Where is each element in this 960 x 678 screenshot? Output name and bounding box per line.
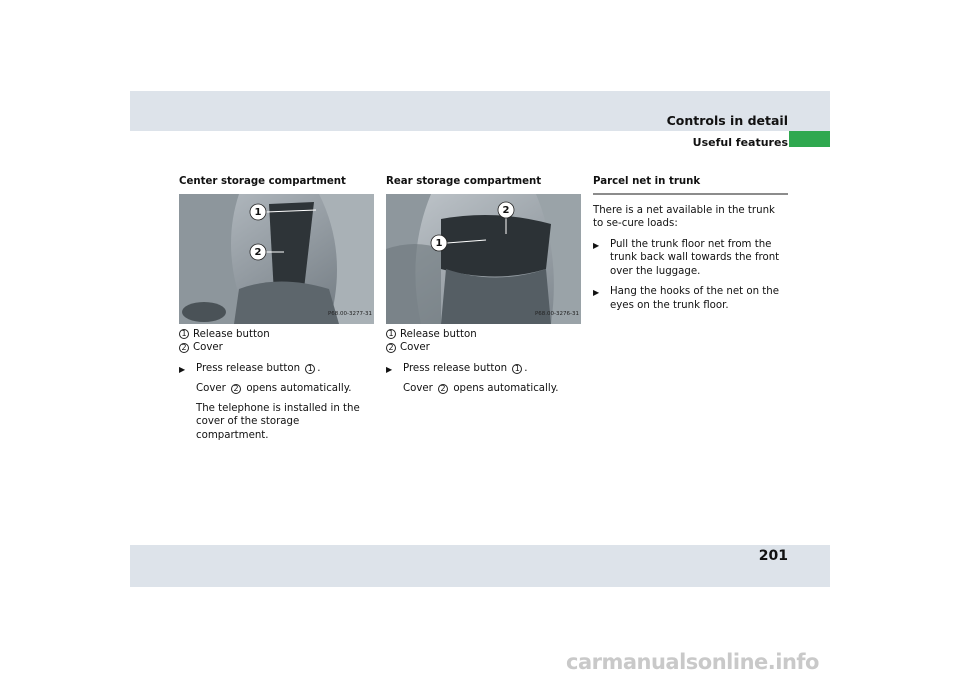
legend-text: Release button	[193, 328, 270, 340]
arrow-bullet-icon: ▶	[593, 240, 600, 250]
step-number: 1	[512, 364, 522, 374]
center-storage-photo	[179, 194, 374, 324]
photo-code: P68.00-3277-31	[327, 311, 372, 317]
step-text: Pull the trunk floor net from the trunk back wall towards the front over the luggage.	[610, 238, 780, 277]
result-text: Cover	[196, 383, 230, 394]
result-text-end: opens automatically.	[450, 383, 559, 394]
legend-text: Cover	[193, 342, 223, 353]
step-result	[386, 382, 581, 396]
rear-storage-title: Rear storage compartment	[386, 176, 542, 187]
legend-number: 2	[386, 343, 396, 353]
footer-band	[130, 545, 830, 587]
telephone-note: The telephone is installed in the cover of the storage compartment.	[196, 402, 360, 441]
rear-storage-photo	[386, 194, 581, 324]
page-number: 201	[758, 548, 788, 564]
legend-text: Release button	[400, 328, 477, 340]
callout-1: 1	[254, 206, 262, 218]
legend-number: 2	[179, 343, 189, 353]
result-number: 2	[231, 384, 241, 394]
chapter-title: Controls in detail	[666, 113, 788, 128]
step-text: Hang the hooks of the net on the eyes on the trunk floor.	[610, 286, 780, 311]
step-text: Press release button	[196, 362, 304, 374]
callout-2: 2	[254, 246, 262, 258]
section-title: Useful features	[692, 136, 788, 149]
rear-storage-column	[386, 175, 581, 396]
legend-text: Cover	[400, 342, 430, 353]
result-text-end: opens automatically.	[243, 383, 352, 394]
callout-2: 2	[502, 204, 510, 216]
result-text: Cover	[403, 383, 437, 394]
legend-item	[386, 328, 581, 342]
watermark: carmanualsonline.info	[566, 650, 819, 674]
legend-item	[179, 341, 374, 355]
photo-code: P68.00-3276-31	[534, 311, 579, 317]
parcel-net-title: Parcel net in trunk	[593, 175, 788, 195]
section-tab-marker	[789, 131, 830, 147]
legend-item	[179, 328, 374, 342]
step-number: 1	[305, 364, 315, 374]
instruction-step	[593, 238, 788, 279]
parcel-net-column	[593, 175, 788, 312]
center-storage-title: Center storage compartment	[179, 176, 346, 187]
instruction-step	[386, 362, 581, 377]
legend-number: 1	[386, 329, 396, 339]
step-result	[179, 382, 374, 396]
legend-item	[386, 341, 581, 355]
center-storage-column	[179, 175, 374, 442]
instruction-step	[593, 285, 788, 312]
parcel-net-intro: There is a net available in the trunk to se-cure loads:	[593, 204, 775, 229]
step-text: Press release button	[403, 362, 511, 374]
step-text-end: .	[524, 362, 528, 374]
step-text-end: .	[317, 362, 321, 374]
arrow-bullet-icon: ▶	[386, 364, 393, 374]
instruction-step	[179, 362, 374, 377]
result-number: 2	[438, 384, 448, 394]
legend-number: 1	[179, 329, 189, 339]
arrow-bullet-icon: ▶	[593, 288, 600, 297]
arrow-bullet-icon: ▶	[179, 364, 186, 374]
callout-1: 1	[435, 237, 443, 249]
